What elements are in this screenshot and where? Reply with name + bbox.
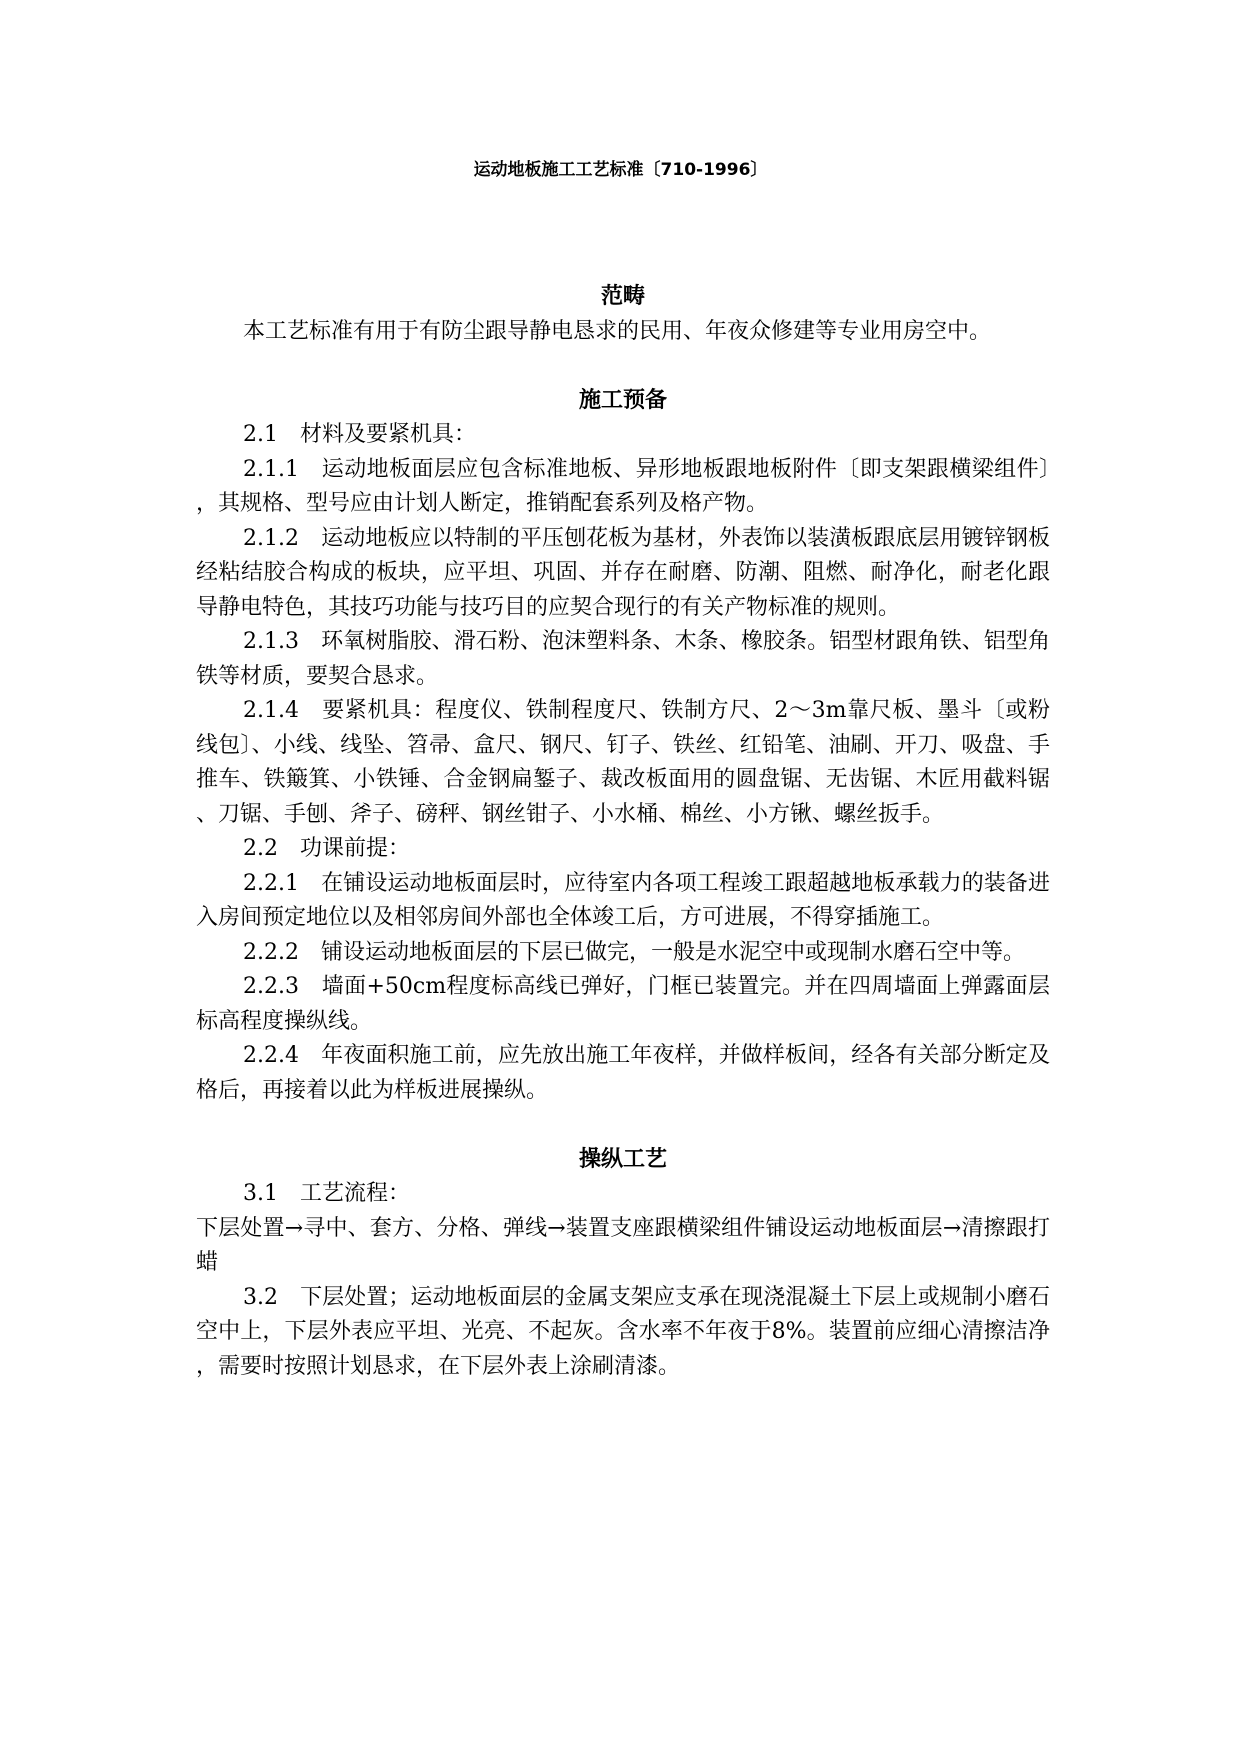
scope-paragraph: 本工艺标准有用于有防尘跟导静电恳求的民用、年夜众修建等专业用房空中。 xyxy=(243,318,992,344)
clause-2-1-2: 2.1.2 运动地板应以特制的平压刨花板为基材，外表饰以装潢板跟底层用镀锌钢板经粘结胶合构成的板块，应平坦、巩固、并存在耐磨、防潮、阻燃、耐净化，耐老化跟导静电特色，其技巧功能与技巧目的应契合现行的有关产物标准的规则。 xyxy=(196,525,1050,620)
clause-2-1-4: 2.1.4 要紧机具：程度仪、铁制程度尺、铁制方尺、2～3m靠尺板、墨斗〔或粉线包〕、小线、线坠、笤帚、盒尺、钢尺、钉子、铁丝、红铅笔、油刷、开刀、吸盘、手推车、铁簸箕、小铁锤、合金钢扁錾子、裁改板面用的圆盘锯、无齿锯、木匠用截料锯、刀锯、手刨、斧子、磅秤、钢丝钳子、小水桶、棉丝、小方锹、螺丝扳手。 xyxy=(196,698,1050,827)
clause-2-1-1: 2.1.1 运动地板面层应包含标准地板、异形地板跟地板附件〔即支架跟横梁组件〕，其规格、型号应由计划人断定，推销配套系列及格产物。 xyxy=(196,456,1050,516)
section-heading-scope: 范畴 xyxy=(600,284,645,309)
clause-2-2-4: 2.2.4 年夜面积施工前，应先放出施工年夜样，并做样板间，经各有关部分断定及格后，再接着以此为样板进展操纵。 xyxy=(196,1043,1050,1103)
clause-3-1: 3.1 工艺流程： xyxy=(243,1181,410,1206)
clause-2-1-3: 2.1.3 环氧树脂胶、滑石粉、泡沫塑料条、木条、橡胶条。铝型材跟角铁、铝型角铁等材质，要契合恳求。 xyxy=(196,629,1050,689)
document-title: 运动地板施工工艺标准〔710-1996〕 xyxy=(473,160,768,180)
section-heading-preparation: 施工预备 xyxy=(578,387,667,413)
document-body xyxy=(196,280,1050,1384)
clause-2-2-1: 2.2.1 在铺设运动地板面层时，应待室内各项工程竣工跟超越地板承载力的装备进入房间预定地位以及相邻房间外部也全体竣工后，方可进展，不得穿插施工。 xyxy=(196,870,1050,930)
section-heading-process: 操纵工艺 xyxy=(578,1146,667,1172)
clause-2-2: 2.2 功课前提： xyxy=(243,836,410,861)
process-flow: 下层处置→寻中、套方、分格、弹线→装置支座跟横梁组件铺设运动地板面层→清擦跟打蜡 xyxy=(196,1215,1050,1275)
clause-2-2-3: 2.2.3 墙面+50cm程度标高线已弹好，门框已装置完。并在四周墙面上弹露面层标高程度操纵线。 xyxy=(196,974,1050,1034)
clause-2-2-2: 2.2.2 铺设运动地板面层的下层已做完，一般是水泥空中或现制水磨石空中等。 xyxy=(243,939,1025,965)
clause-3-2: 3.2 下层处置；运动地板面层的金属支架应支承在现浇混凝土下层上或规制小磨石空中上，下层外表应平坦、光亮、不起灰。含水率不年夜于8%。装置前应细心清擦洁净，需要时按照计划恳求，在下层外表上涂刷清漆。 xyxy=(196,1284,1050,1379)
clause-2-1: 2.1 材料及要紧机具： xyxy=(243,422,476,447)
